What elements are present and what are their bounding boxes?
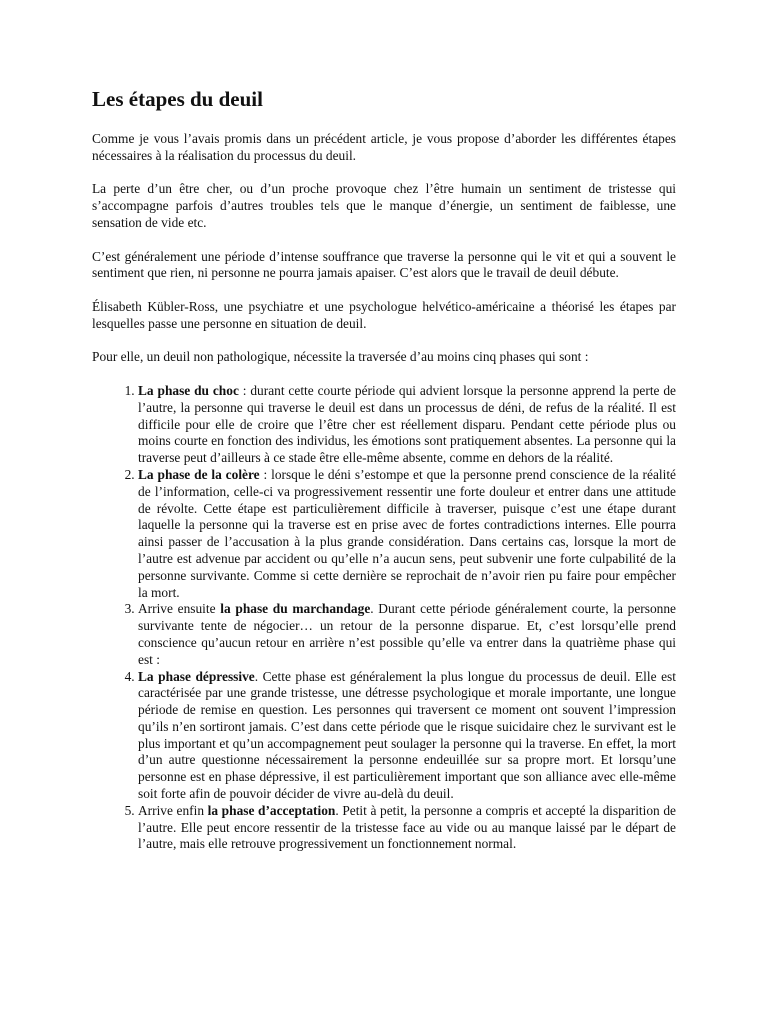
phases-list — [92, 383, 676, 853]
phase-name: La phase de la colère — [138, 466, 260, 482]
phase-name: La phase dépressive — [138, 668, 255, 684]
document-page — [92, 84, 676, 853]
document-title: Les étapes du deuil — [92, 87, 263, 111]
phase-text-after: . Petit à petit, la personne a compris et accepté la disparition de l’autre. Elle peut encore ressentir de la tristesse face au vide ou au manque laissé par le départ de l’autre, mais elle retrouve progressivement un fonctionnement normal. — [138, 802, 676, 852]
phase-text-before: Arrive ensuite — [138, 601, 221, 617]
phase-item-bargaining — [138, 601, 676, 668]
paragraph-loss: La perte d’un être cher, ou d’un proche provoque chez l’être humain un sentiment de tristesse qui s’accompagne parfois d’autres troubles tels que le manque d’énergie, un sentiment de faiblesse, une sensation de vide etc. — [92, 181, 676, 230]
phase-text-before: Arrive enfin — [138, 802, 208, 818]
phase-item-anger — [138, 467, 676, 601]
phase-text-after: : lorsque le déni s’estompe et que la personne prend conscience de la réalité de l’information, celle-ci va progressivement ressentir une forte douleur et entrer dans une attitude de révolte. Cette étape est particulièrement difficile à traverser, puisque c’est une étape durant laquelle la personne qui la traverse est en prise avec de fortes contradictions internes. Elle pourra ainsi passer de l’accusation à la plus grande considération. Dans certains cas, lorsque la mort de l’autre est advenue par accident ou qu’elle n’a aucun sens, peut subvenir une forte culpabilité de la personne survivante. Comme si cette dernière se reprochait de n’avoir rien pu faire pour empêcher la mort. — [138, 466, 676, 600]
phase-item-acceptance — [138, 803, 676, 853]
phase-text-after: . Durant cette période généralement courte, la personne survivante tente de négocier… un retour de la personne disparue. Et, c’est lorsqu’elle prend conscience qu’aucun retour en arrière n’est possible qu’elle va entrer dans la quatrième phase qui est : — [138, 601, 676, 667]
phase-name: La phase du choc — [138, 382, 239, 398]
paragraph-five-phases: Pour elle, un deuil non pathologique, nécessite la traversée d’au moins cinq phases qui sont : — [92, 349, 589, 365]
phase-text-after: : durant cette courte période qui advient lorsque la personne apprend la perte de l’autre, la personne qui traverse le deuil est dans un processus de déni, de refus de la réalité. Il est difficile pour elle de croire que l’être cher est réellement disparu. Pendant cette période plus ou moins courte en fonction des individus, les émotions sont pratiquement absentes. La personne qui la traverse peut d’ailleurs à ce stade être elle-même absente, comme en dehors de la réalité. — [138, 382, 676, 466]
phase-item-shock — [138, 383, 676, 467]
phase-name: la phase d’acceptation — [207, 802, 336, 818]
phase-text-after: . Cette phase est généralement la plus longue du processus de deuil. Elle est caractérisée par une grande tristesse, une détresse psychologique et morale importante, une longue période de remise en question. Les personnes qui traversent ce moment ont souvent l’impression qu’ils n’en sortiront jamais. C’est dans cette période que le risque suicidaire chez le survivant est le plus important et qu’un accompagnement peut soulager la personne qui la traverse. En effet, la mort d’un autre questionne nécessairement la personne endeuillée sur sa propre mort. Et lorsqu’une personne est en phase dépressive, il est particulièrement important que son alliance avec elle-même soit forte afin de pouvoir décider de vivre au-delà du deuil. — [138, 668, 676, 802]
phase-name: la phase du marchandage — [220, 601, 371, 617]
phase-item-depression — [138, 669, 676, 803]
paragraph-kubler-ross: Élisabeth Kübler-Ross, une psychiatre et une psychologue helvético-américaine a théorisé les étapes par lesquelles passe une personne en situation de deuil. — [92, 298, 676, 331]
paragraph-suffering: C’est généralement une période d’intense souffrance que traverse la personne qui le vit et qui a souvent le sentiment que rien, ni personne ne pourra jamais apaiser. C’est alors que le travail de deuil débute. — [92, 248, 676, 281]
paragraph-intro: Comme je vous l’avais promis dans un précédent article, je vous propose d’aborder les différentes étapes nécessaires à la réalisation du processus du deuil. — [92, 131, 676, 163]
